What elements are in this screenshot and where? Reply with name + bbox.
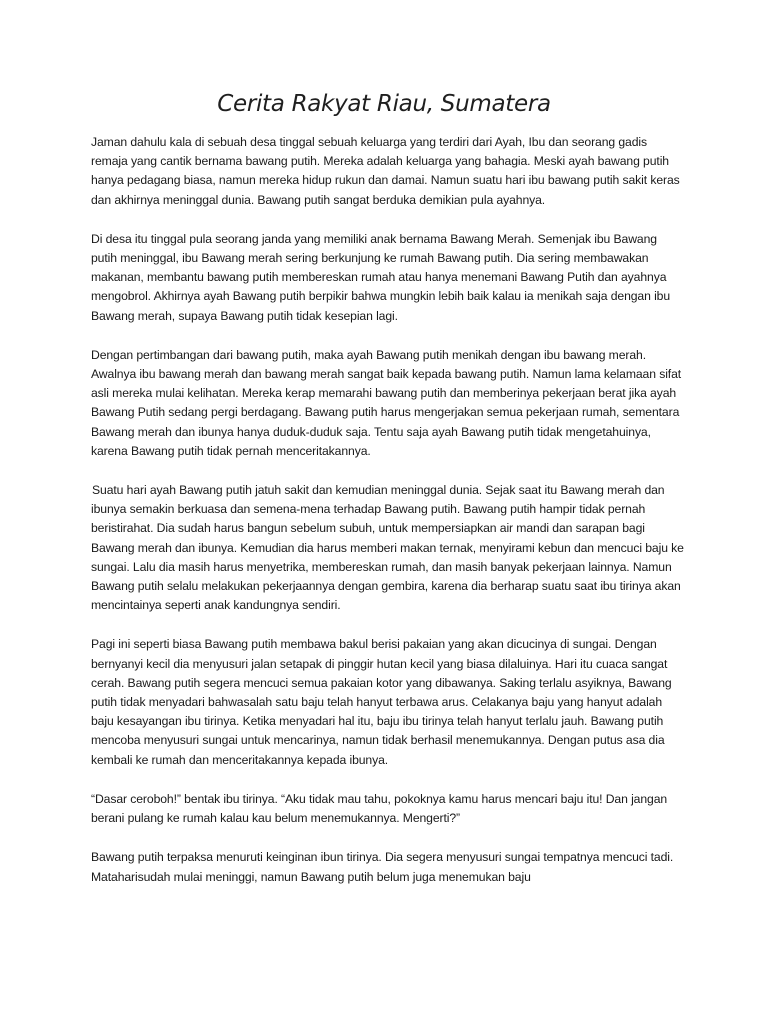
paragraph-7: Bawang putih terpaksa menuruti keinginan ibun tirinya. Dia segera menyusuri sungai tempatnya mencuci tadi. Mataharisudah mulai meninggi, namun Bawang putih belum juga menemukan baju (91, 850, 674, 884)
paragraph-3: Dengan pertimbangan dari bawang putih, maka ayah Bawang putih menikah dengan ibu bawang merah. Awalnya ibu bawang merah dan bawang merah sangat baik kepada bawang putih. Namun lama kelamaan sifat asli mereka mulai kelihatan. Mereka kerap memarahi bawang putih dan memberinya pekerjaan berat jika ayah Bawang Putih sedang pergi berdagang. Bawang putih harus mengerjakan semua pekerjaan rumah, sementara Bawang merah dan ibunya hanya duduk-duduk saja. Tentu saja ayah Bawang putih tidak mengetahuinya, karena Bawang putih tidak pernah menceritakannya. (91, 347, 682, 458)
paragraph-2: Di desa itu tinggal pula seorang janda yang memiliki anak bernama Bawang Merah. Semenjak ibu Bawang putih meninggal, ibu Bawang merah sering berkunjung ke rumah Bawang putih. Dia sering membawakan makanan, membantu bawang putih membereskan rumah atau hanya menemani Bawang Putih dan ayahnya mengobrol. Akhirnya ayah Bawang putih berpikir bahwa mungkin lebih baik kalau ia menikah saja dengan ibu Bawang merah, supaya Bawang putih tidak kesepian lagi. (91, 231, 671, 323)
paragraph-5: Pagi ini seperti biasa Bawang putih membawa bakul berisi pakaian yang akan dicucinya di sungai. Dengan bernyanyi kecil dia menyusuri jalan setapak di pinggir hutan kecil yang biasa dilaluinya. Hari itu cuaca sangat cerah. Bawang putih segera mencuci semua pakaian kotor yang dibawanya. Saking terlalu asyiknya, Bawang putih tidak menyadari bahwasalah satu baju telah hanyut terbawa arus. Celakanya baju yang hanyut adalah baju kesayangan ibu tirinya. Ketika menyadari hal itu, baju ibu tirinya telah hanyut terlalu jauh. Bawang putih mencoba menyusuri sungai untuk mencarinya, namun tidak berhasil menemukannya. Dengan putus asa dia kembali ke rumah dan menceritakannya kepada ibunya. (91, 637, 672, 767)
document-body (91, 133, 686, 907)
document-title: Cerita Rakyat Riau, Sumatera (217, 91, 551, 117)
paragraph-6-dialogue: “Dasar ceroboh!” bentak ibu tirinya. “Aku tidak mau tahu, pokoknya kamu harus mencari baju itu! Dan jangan berani pulang ke rumah kalau kau belum menemukannya. Mengerti?” (91, 791, 668, 826)
paragraph-4: Suatu hari ayah Bawang putih jatuh sakit dan kemudian meninggal dunia. Sejak saat itu Bawang merah dan ibunya semakin berkuasa dan semena-mena terhadap Bawang putih. Bawang putih hampir tidak pernah beristirahat. Dia sudah harus bangun sebelum subuh, untuk mempersiapkan air mandi dan sarapan bagi Bawang merah dan ibunya. Kemudian dia harus memberi makan ternak, menyirami kebun dan mencuci baju ke sungai. Lalu dia masih harus menyetrika, membereskan rumah, dan masih banyak pekerjaan lainnya. Namun Bawang putih selalu melakukan pekerjaannya dengan gembira, karena dia berharap suatu saat ibu tirinya akan mencintainya seperti anak kandungnya sendiri. (91, 483, 684, 613)
paragraph-1: Jaman dahulu kala di sebuah desa tinggal sebuah keluarga yang terdiri dari Ayah, Ibu dan seorang gadis remaja yang cantik bernama bawang putih. Mereka adalah keluarga yang bahagia. Meski ayah bawang putih hanya pedagang biasa, namun mereka hidup rukun dan damai. Namun suatu hari ibu bawang putih sakit keras dan akhirnya meninggal dunia. Bawang putih sangat berduka demikian pula ayahnya. (91, 135, 680, 207)
